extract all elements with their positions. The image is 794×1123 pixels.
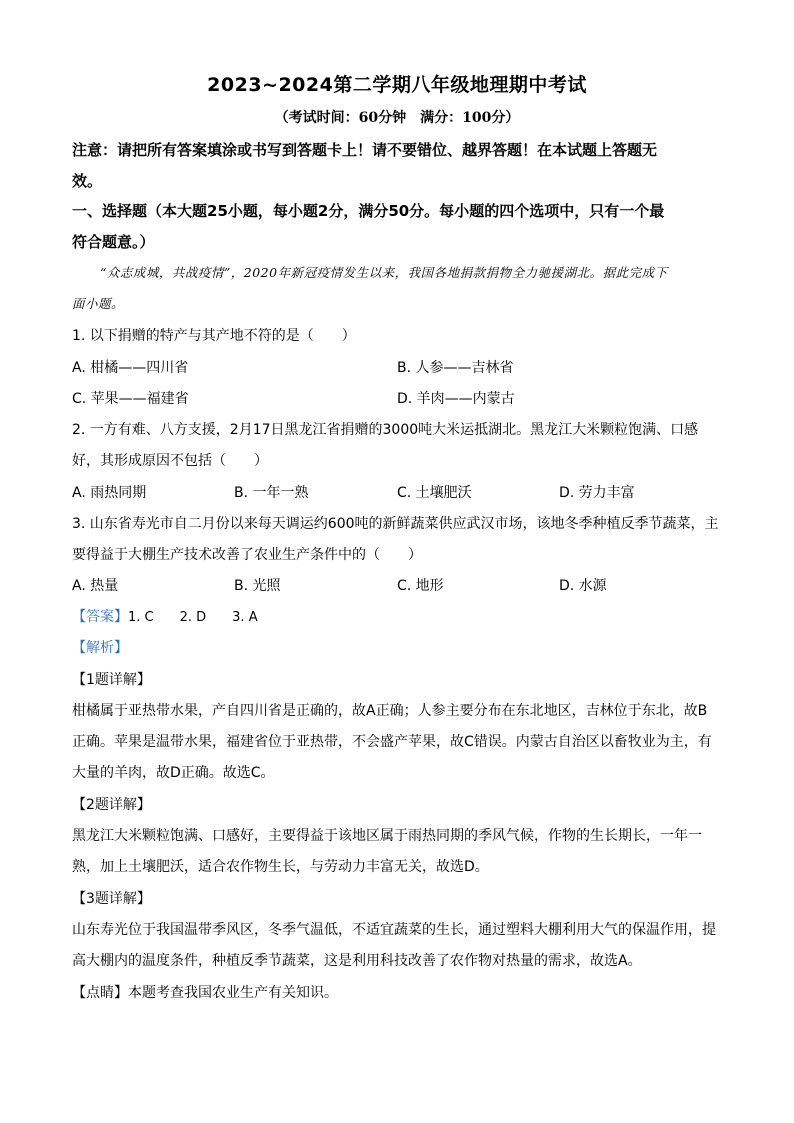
comment-text: 本题考查我国农业生产有关知识。 [128,985,338,1001]
page-title: 2023~2024第二学期八年级地理期中考试 [207,74,587,96]
detail-1-line-1: 柑橘属于亚热带水果，产自四川省是正确的，故A正确；人参主要分布在东北地区，吉林位于东北，故B [72,703,708,719]
section-heading-line-1: 一、选择题（本大题25小题，每小题2分，满分50分。每小题的四个选项中，只有一个最 [72,202,665,220]
question-1-option-b: B. 人参——吉林省 [397,360,514,376]
notice-line-1: 注意：请把所有答案填涂或书写到答题卡上！请不要错位、越界答题！在本试题上答题无 [72,141,658,159]
question-3-option-c: C. 地形 [397,578,444,594]
question-2-stem-line-2: 好，其形成原因不包括（ ） [72,453,268,469]
question-2-option-d: D. 劳力丰富 [559,485,635,501]
detail-3-line-2: 高大棚内的温度条件，种植反季节蔬菜，这是利用科技改善了农作物对热量的需求，故选A。 [72,953,642,969]
answer-label: 【答案】 [72,609,128,625]
detail-2-line-2: 熟，加上土壤肥沃，适合农作物生长，与劳动力丰富无关，故选D。 [72,859,489,875]
detail-1-line-2: 正确。苹果是温带水果，福建省位于亚热带，不会盛产苹果，故C错误。内蒙古自治区以畜牧业为主，有 [72,734,712,750]
intro-line-1: “众志成城，共战疫情”，2020年新冠疫情发生以来，我国各地捐款捐物全力驰援湖北。据此完成下 [100,265,668,280]
detail-1-label: 【1题详解】 [72,672,151,688]
question-1-option-d: D. 羊肉——内蒙古 [397,391,515,407]
question-3-option-d: D. 水源 [559,578,607,594]
comment-label: 【点睛】 [72,985,128,1001]
question-2-option-c: C. 土壤肥沃 [397,485,472,501]
question-3-option-a: A. 热量 [72,578,119,594]
question-1-stem: 1. 以下捐赠的特产与其产地不符的是（ ） [72,328,356,344]
section-heading-line-2: 符合题意。） [72,233,155,251]
intro-line-2: 面小题。 [72,296,125,311]
question-2-stem-line-1: 2. 一方有难、八方支援，2月17日黑龙江省捐赠的3000吨大米运抵湖北。黑龙江大米颗粒饱满、口感 [72,422,699,438]
question-3-stem-line-2: 要得益于大棚生产技术改善了农业生产条件中的（ ） [72,547,422,563]
question-1-option-c: C. 苹果——福建省 [72,391,189,407]
detail-1-line-3: 大量的羊肉，故D正确。故选C。 [72,765,275,781]
exam-info: （考试时间：60分钟 满分：100分） [274,110,520,126]
notice-line-2: 效。 [72,172,103,190]
question-1-option-a: A. 柑橘——四川省 [72,360,189,376]
analysis-label: 【解析】 [72,640,128,656]
comment-line [72,983,724,1003]
detail-3-label: 【3题详解】 [72,891,151,907]
detail-2-label: 【2题详解】 [72,797,151,813]
question-3-option-b: B. 光照 [234,578,281,594]
question-2-option-a: A. 雨热同期 [72,485,147,501]
answer-values: 1. C 2. D 3. A [128,610,258,625]
question-2-option-b: B. 一年一熟 [234,485,309,501]
detail-2-line-1: 黑龙江大米颗粒饱满、口感好，主要得益于该地区属于雨热同期的季风气候，作物的生长期长，一年一 [72,828,702,844]
answer-line [72,607,724,628]
question-3-stem-line-1: 3. 山东省寿光市自二月份以来每天调运约600吨的新鲜蔬菜供应武汉市场，该地冬季种植反季节蔬菜，主 [72,516,719,532]
detail-3-line-1: 山东寿光位于我国温带季风区，冬季气温低，不适宜蔬菜的生长，通过塑料大棚利用大气的保温作用，提 [72,922,716,938]
